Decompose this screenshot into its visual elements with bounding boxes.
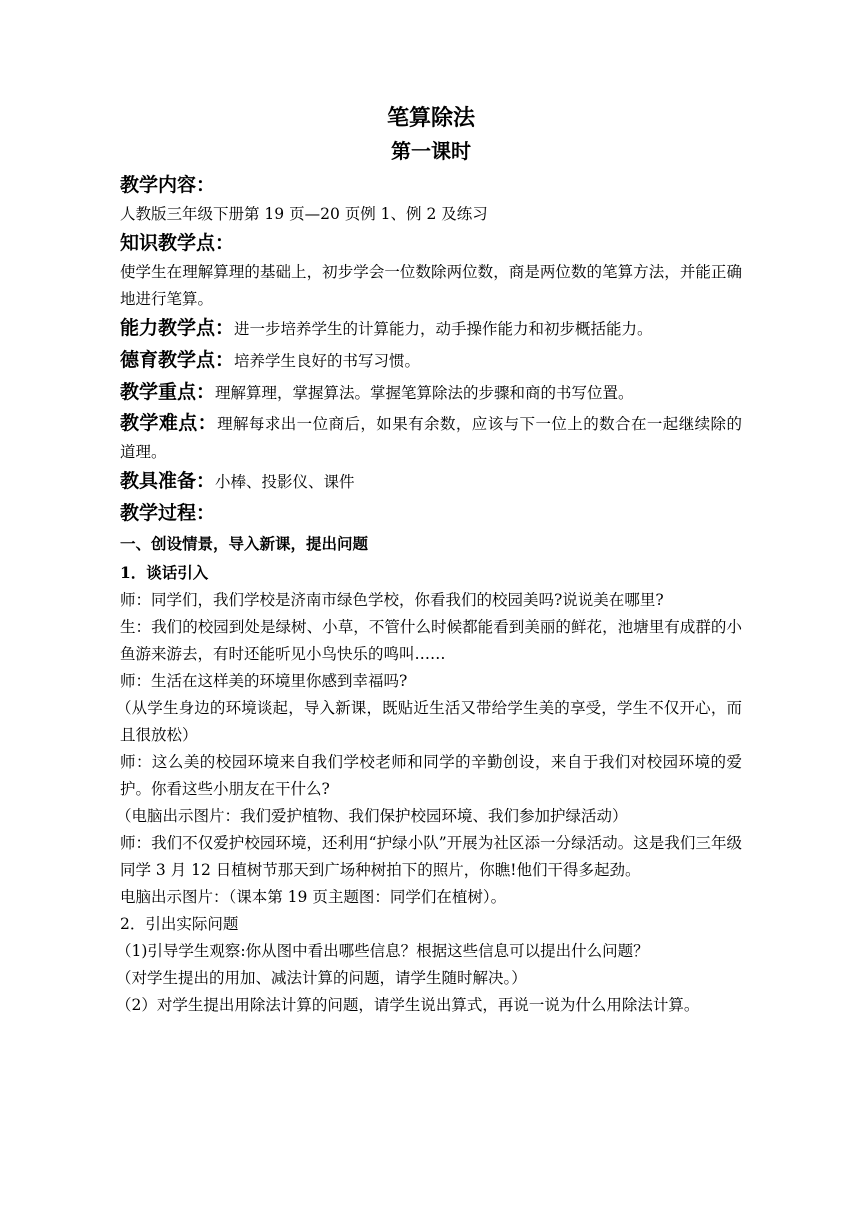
tools-text: 小棒、投影仪、课件 — [215, 473, 355, 491]
ability-heading: 能力教学点： — [120, 317, 235, 339]
document-subtitle: 第一课时 — [391, 139, 471, 163]
tools-row — [120, 466, 742, 498]
ability-row — [120, 313, 742, 345]
key-row — [120, 377, 742, 409]
document-page — [116, 100, 742, 1019]
tools-heading: 教具准备： — [120, 470, 216, 492]
paragraph-5: 师：这么美的校园环境来自我们学校老师和同学的辛勤创设，来自于我们对校园环境的爱护。你看这些小朋友在干什么? — [120, 753, 742, 798]
key-heading: 教学重点： — [120, 381, 216, 403]
paragraph-6: （电脑出示图片：我们爱护植物、我们保护校园环境、我们参加护绿活动） — [116, 807, 628, 825]
knowledge-text: 使学生在理解算理的基础上，初步学会一位数除两位数，商是两位数的笔算方法，并能正确地进行笔算。 — [120, 263, 742, 308]
content-text: 人教版三年级下册第 19 页—20 页例 1、例 2 及练习 — [120, 205, 488, 223]
step-2-heading: 2．引出实际问题 — [120, 915, 239, 933]
document-title: 笔算除法 — [386, 105, 475, 131]
paragraph-8: 电脑出示图片：（课本第 19 页主题图：同学们在植树）。 — [120, 888, 507, 906]
difficulty-text: 理解每求出一位商后，如果有余数，应该与下一位上的数合在一起继续除的道理。 — [120, 415, 742, 461]
moral-text: 培养学生良好的书写习惯。 — [234, 352, 421, 370]
process-heading: 教学过程： — [120, 502, 216, 524]
ability-text: 进一步培养学生的计算能力，动手操作能力和初步概括能力。 — [234, 320, 653, 338]
paragraph-7: 师：我们不仅爱护校园环境，还利用“护绿小队”开展为社区添一分绿活动。这是我们三年级同学 3 月 12 日植树节那天到广场种树拍下的照片，你瞧!他们干得多起劲。 — [120, 834, 742, 879]
paragraph-3: 师：生活在这样美的环境里你感到幸福吗? — [120, 672, 408, 690]
paragraph-9: （1)引导学生观察:你从图中看出哪些信息？根据这些信息可以提出什么问题？ — [116, 942, 649, 960]
key-text: 理解算理，掌握算法。掌握笔算除法的步骤和商的书写位置。 — [215, 384, 634, 402]
paragraph-1: 师：同学们，我们学校是济南市绿色学校，你看我们的校园美吗?说说美在哪里? — [120, 591, 664, 609]
paragraph-10: （对学生提出的用加、减法计算的问题，请学生随时解决。） — [116, 969, 527, 987]
difficulty-row — [120, 409, 742, 466]
step-1-heading: 1．谈话引入 — [120, 563, 209, 582]
difficulty-heading: 教学难点： — [120, 412, 218, 434]
paragraph-2: 生：我们的校园到处是绿树、小草，不管什么时候都能看到美丽的鲜花，池塘里有成群的小鱼游来游去，有时还能听见小鸟快乐的鸣叫…… — [120, 618, 742, 663]
moral-row — [120, 345, 742, 377]
section-1-heading: 一、创设情景，导入新课，提出问题 — [120, 534, 369, 553]
paragraph-11: （2）对学生提出用除法计算的问题，请学生说出算式，再说一说为什么用除法计算。 — [116, 996, 700, 1014]
content-heading: 教学内容： — [120, 174, 216, 196]
knowledge-heading: 知识教学点： — [120, 232, 235, 254]
paragraph-4: （从学生身边的环境谈起，导入新课，既贴近生活又带给学生美的享受，学生不仅开心，而且很放松） — [116, 699, 742, 744]
moral-heading: 德育教学点： — [120, 349, 235, 371]
